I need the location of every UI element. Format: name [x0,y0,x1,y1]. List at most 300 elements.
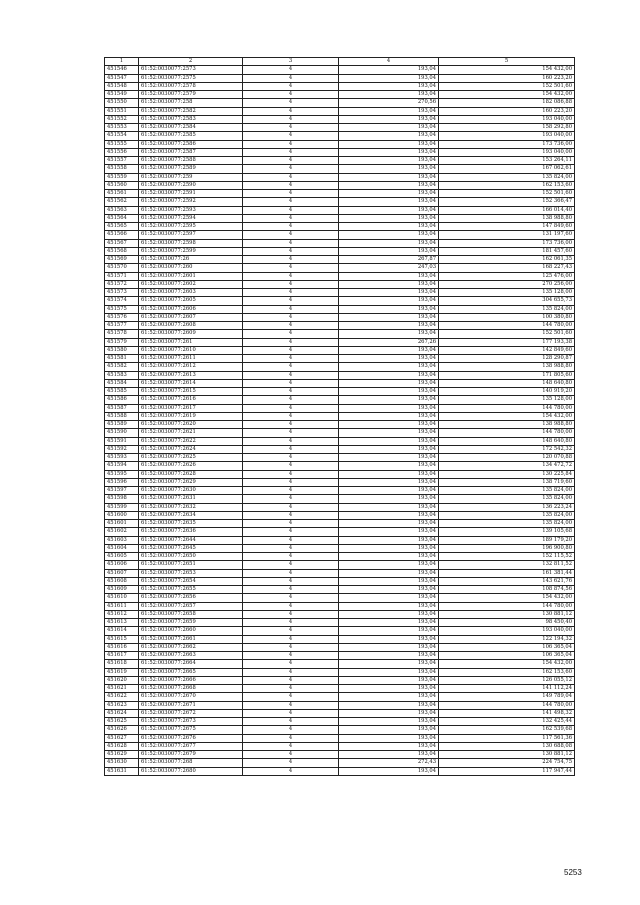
category-cell: 4 [243,619,339,627]
category-cell: 4 [243,577,339,585]
cadastral-number-cell: 61:52:0030077:2680 [139,767,243,775]
rate-cell: 193,04 [339,74,439,82]
table-row [105,148,575,156]
category-cell: 4 [243,363,339,371]
value-cell: 135 824,00 [439,487,575,495]
category-cell: 4 [243,181,339,189]
table-row [105,313,575,321]
cadastral-number-cell: 61:52:0030077:2626 [139,462,243,470]
category-cell: 4 [243,264,339,272]
row-number-cell: 451571 [105,272,139,280]
value-cell: 131 197,60 [439,231,575,239]
category-cell: 4 [243,701,339,709]
value-cell: 162 153,60 [439,181,575,189]
rate-cell: 193,04 [339,652,439,660]
row-number-cell: 451568 [105,247,139,255]
value-cell: 196 900,80 [439,544,575,552]
table-row [105,91,575,99]
rate-cell: 193,04 [339,643,439,651]
category-cell: 4 [243,388,339,396]
table-row [105,767,575,775]
cadastral-number-cell: 61:52:0030077:2651 [139,561,243,569]
category-cell: 4 [243,437,339,445]
value-cell: 224 754,75 [439,759,575,767]
category-cell: 4 [243,305,339,313]
cadastral-number-cell: 61:52:0030077:2655 [139,586,243,594]
rate-cell: 193,04 [339,718,439,726]
value-cell: 193 040,00 [439,148,575,156]
table-row [105,619,575,627]
rate-cell: 193,04 [339,165,439,173]
rate-cell: 193,04 [339,421,439,429]
value-cell: 153 264,11 [439,157,575,165]
cadastral-number-cell: 61:52:0030077:2607 [139,313,243,321]
category-cell: 4 [243,346,339,354]
column-header: 5 [439,58,575,66]
rate-cell: 193,04 [339,223,439,231]
table-row [105,676,575,684]
value-cell: 154 432,00 [439,594,575,602]
value-cell: 193 040,00 [439,115,575,123]
rate-cell: 193,04 [339,503,439,511]
table-row [105,247,575,255]
table-row [105,82,575,90]
value-cell: 141 112,24 [439,685,575,693]
row-number-cell: 451560 [105,181,139,189]
category-cell: 4 [243,198,339,206]
row-number-cell: 451567 [105,239,139,247]
category-cell: 4 [243,470,339,478]
cadastral-number-cell: 61:52:0030077:2645 [139,544,243,552]
rate-cell: 193,04 [339,330,439,338]
table-row [105,280,575,288]
value-cell: 135 128,00 [439,396,575,404]
rate-cell: 193,04 [339,272,439,280]
table-row [105,404,575,412]
table-row [105,289,575,297]
value-cell: 108 874,56 [439,586,575,594]
rate-cell: 193,04 [339,322,439,330]
row-number-cell: 451608 [105,577,139,585]
rate-cell: 193,04 [339,511,439,519]
table-row [105,355,575,363]
rate-cell: 193,04 [339,660,439,668]
cadastral-number-cell: 61:52:0030077:2625 [139,454,243,462]
row-number-cell: 451557 [105,157,139,165]
rate-cell: 193,04 [339,676,439,684]
cadastral-number-cell: 61:52:0030077:2588 [139,157,243,165]
table-row [105,445,575,453]
rate-cell: 193,04 [339,619,439,627]
table-row [105,569,575,577]
cadastral-number-cell: 61:52:0030077:2594 [139,214,243,222]
row-number-cell: 451564 [105,214,139,222]
cadastral-number-cell: 61:52:0030077:2615 [139,388,243,396]
rate-cell: 193,04 [339,396,439,404]
table-row [105,371,575,379]
value-cell: 161 381,44 [439,569,575,577]
row-number-cell: 451619 [105,668,139,676]
value-cell: 149 789,04 [439,693,575,701]
table-row [105,115,575,123]
row-number-cell: 451556 [105,148,139,156]
row-number-cell: 451558 [105,165,139,173]
table-row [105,470,575,478]
row-number-cell: 451581 [105,355,139,363]
cadastral-number-cell: 61:52:0030077:2613 [139,371,243,379]
page-number: 5253 [564,868,582,877]
category-cell: 4 [243,107,339,115]
cadastral-number-cell: 61:52:0030077:2610 [139,346,243,354]
cadastral-number-cell: 61:52:0030077:2661 [139,635,243,643]
category-cell: 4 [243,157,339,165]
table-row [105,363,575,371]
category-cell: 4 [243,693,339,701]
table-row [105,751,575,759]
rate-cell: 193,04 [339,709,439,717]
category-cell: 4 [243,536,339,544]
category-cell: 4 [243,322,339,330]
row-number-cell: 451587 [105,404,139,412]
row-number-cell: 451605 [105,553,139,561]
table-row [105,561,575,569]
row-number-cell: 451628 [105,742,139,750]
value-cell: 135 824,00 [439,495,575,503]
category-cell: 4 [243,66,339,74]
table-row [105,544,575,552]
rate-cell: 193,04 [339,280,439,288]
cadastral-number-cell: 61:52:0030077:2654 [139,577,243,585]
cadastral-number-cell: 61:52:0030077:2658 [139,610,243,618]
table-row [105,660,575,668]
cadastral-number-cell: 61:52:0030077:2662 [139,643,243,651]
rate-cell: 193,04 [339,751,439,759]
rate-cell: 193,04 [339,668,439,676]
row-number-cell: 451604 [105,544,139,552]
category-cell: 4 [243,635,339,643]
row-number-cell: 451573 [105,289,139,297]
category-cell: 4 [243,223,339,231]
value-cell: 168 227,43 [439,264,575,272]
table-row [105,726,575,734]
row-number-cell: 451622 [105,693,139,701]
row-number-cell: 451616 [105,643,139,651]
category-cell: 4 [243,115,339,123]
cadastral-number-cell: 61:52:0030077:268 [139,759,243,767]
value-cell: 172 542,32 [439,445,575,453]
rate-cell: 193,04 [339,478,439,486]
rate-cell: 193,04 [339,445,439,453]
category-cell: 4 [243,338,339,346]
value-cell: 122 194,32 [439,635,575,643]
row-number-cell: 451551 [105,107,139,115]
value-cell: 132 425,44 [439,718,575,726]
category-cell: 4 [243,289,339,297]
category-cell: 4 [243,487,339,495]
value-cell: 189 179,20 [439,536,575,544]
row-number-cell: 451563 [105,206,139,214]
rate-cell: 193,04 [339,627,439,635]
row-number-cell: 451546 [105,66,139,74]
table-row [105,132,575,140]
cadastral-number-cell: 61:52:0030077:2584 [139,124,243,132]
value-cell: 177 193,38 [439,338,575,346]
category-cell: 4 [243,751,339,759]
table-row [105,536,575,544]
row-number-cell: 451609 [105,586,139,594]
row-number-cell: 451621 [105,685,139,693]
cadastral-number-cell: 61:52:0030077:261 [139,338,243,346]
category-cell: 4 [243,404,339,412]
value-cell: 98 450,40 [439,619,575,627]
category-cell: 4 [243,553,339,561]
value-cell: 193 040,00 [439,627,575,635]
value-cell: 135 128,00 [439,289,575,297]
category-cell: 4 [243,454,339,462]
cadastral-number-cell: 61:52:0030077:2616 [139,396,243,404]
table-row [105,272,575,280]
cadastral-number-cell: 61:52:0030077:2587 [139,148,243,156]
table-row [105,520,575,528]
rate-cell: 193,04 [339,239,439,247]
cadastral-number-cell: 61:52:0030077:2672 [139,709,243,717]
cadastral-number-cell: 61:52:0030077:2617 [139,404,243,412]
cadastral-number-cell: 61:52:0030077:2605 [139,297,243,305]
rate-cell: 193,04 [339,767,439,775]
row-number-cell: 451549 [105,91,139,99]
value-cell: 154 432,00 [439,660,575,668]
table-row [105,322,575,330]
value-cell: 130 881,12 [439,610,575,618]
category-cell: 4 [243,767,339,775]
value-cell: 142 849,60 [439,346,575,354]
category-cell: 4 [243,412,339,420]
category-cell: 4 [243,371,339,379]
cadastral-number-cell: 61:52:0030077:2635 [139,520,243,528]
row-number-cell: 451554 [105,132,139,140]
row-number-cell: 451562 [105,198,139,206]
cadastral-number-cell: 61:52:0030077:2629 [139,478,243,486]
rate-cell: 267,26 [339,338,439,346]
category-cell: 4 [243,726,339,734]
cadastral-number-cell: 61:52:0030077:258 [139,99,243,107]
category-cell: 4 [243,247,339,255]
value-cell: 162 061,35 [439,256,575,264]
row-number-cell: 451576 [105,313,139,321]
table-row [105,602,575,610]
cadastral-number-cell: 61:52:0030077:2608 [139,322,243,330]
value-cell: 144 780,00 [439,701,575,709]
cadastral-number-cell: 61:52:0030077:2586 [139,140,243,148]
row-number-cell: 451584 [105,379,139,387]
row-number-cell: 451578 [105,330,139,338]
rate-cell: 193,04 [339,297,439,305]
value-cell: 135 824,00 [439,305,575,313]
cadastral-number-cell: 61:52:0030077:2601 [139,272,243,280]
value-cell: 138 988,80 [439,363,575,371]
value-cell: 144 780,00 [439,404,575,412]
category-cell: 4 [243,165,339,173]
table-row [105,388,575,396]
row-number-cell: 451627 [105,734,139,742]
row-number-cell: 451600 [105,511,139,519]
value-cell: 120 070,88 [439,454,575,462]
category-cell: 4 [243,602,339,610]
category-cell: 4 [243,676,339,684]
row-number-cell: 451583 [105,371,139,379]
category-cell: 4 [243,759,339,767]
cadastral-number-cell: 61:52:0030077:2664 [139,660,243,668]
rate-cell: 193,04 [339,181,439,189]
row-number-cell: 451593 [105,454,139,462]
row-number-cell: 451630 [105,759,139,767]
cadastral-number-cell: 61:52:0030077:2671 [139,701,243,709]
rate-cell: 193,04 [339,412,439,420]
category-cell: 4 [243,421,339,429]
cadastral-number-cell: 61:52:0030077:2675 [139,726,243,734]
rate-cell: 193,04 [339,602,439,610]
row-number-cell: 451589 [105,421,139,429]
rate-cell: 270,56 [339,99,439,107]
category-cell: 4 [243,478,339,486]
category-cell: 4 [243,610,339,618]
table-row [105,396,575,404]
category-cell: 4 [243,462,339,470]
cadastral-number-cell: 61:52:0030077:2653 [139,569,243,577]
rate-cell: 193,04 [339,107,439,115]
value-cell: 162 539,68 [439,726,575,734]
table-row [105,742,575,750]
category-cell: 4 [243,82,339,90]
category-cell: 4 [243,660,339,668]
value-cell: 135 824,00 [439,511,575,519]
value-cell: 141 498,32 [439,709,575,717]
value-cell: 106 365,04 [439,652,575,660]
rate-cell: 193,04 [339,305,439,313]
rate-cell: 193,04 [339,528,439,536]
rate-cell: 193,04 [339,454,439,462]
table-row [105,429,575,437]
rate-cell: 193,04 [339,115,439,123]
cadastral-number-cell: 61:52:0030077:2606 [139,305,243,313]
category-cell: 4 [243,190,339,198]
cadastral-number-cell: 61:52:0030077:2666 [139,676,243,684]
cadastral-number-cell: 61:52:0030077:2673 [139,718,243,726]
row-number-cell: 451547 [105,74,139,82]
value-cell: 162 153,60 [439,668,575,676]
table-row [105,124,575,132]
rate-cell: 193,04 [339,371,439,379]
rate-cell: 193,04 [339,487,439,495]
category-cell: 4 [243,74,339,82]
rate-cell: 193,04 [339,635,439,643]
row-number-cell: 451552 [105,115,139,123]
table-row [105,635,575,643]
row-number-cell: 451610 [105,594,139,602]
value-cell: 132 811,52 [439,561,575,569]
table-row [105,206,575,214]
category-cell: 4 [243,239,339,247]
table-header-row [105,58,575,66]
value-cell: 136 223,24 [439,503,575,511]
category-cell: 4 [243,511,339,519]
table-row [105,190,575,198]
category-cell: 4 [243,652,339,660]
rate-cell: 193,04 [339,388,439,396]
row-number-cell: 451629 [105,751,139,759]
value-cell: 181 457,60 [439,247,575,255]
row-number-cell: 451566 [105,231,139,239]
row-number-cell: 451592 [105,445,139,453]
table-row [105,610,575,618]
rate-cell: 193,04 [339,701,439,709]
category-cell: 4 [243,586,339,594]
category-cell: 4 [243,148,339,156]
cadastral-number-cell: 61:52:0030077:2670 [139,693,243,701]
cadastral-number-cell: 61:52:0030077:2628 [139,470,243,478]
cadastral-number-cell: 61:52:0030077:2659 [139,619,243,627]
cadastral-number-cell: 61:52:0030077:2595 [139,223,243,231]
cadastral-number-cell: 61:52:0030077:2620 [139,421,243,429]
cadastral-number-cell: 61:52:0030077:2676 [139,734,243,742]
cadastral-number-cell: 61:52:0030077:2602 [139,280,243,288]
table-row [105,256,575,264]
rate-cell: 193,04 [339,470,439,478]
rate-cell: 193,04 [339,363,439,371]
table-body [105,66,575,776]
rate-cell: 193,04 [339,82,439,90]
table-row [105,718,575,726]
table-row [105,66,575,74]
rate-cell: 267,87 [339,256,439,264]
table-row [105,734,575,742]
value-cell: 135 824,00 [439,173,575,181]
value-cell: 144 780,00 [439,322,575,330]
table-row [105,511,575,519]
cadastral-number-cell: 61:52:0030077:2656 [139,594,243,602]
table-row [105,693,575,701]
cadastral-number-cell: 61:52:0030077:26 [139,256,243,264]
rate-cell: 193,04 [339,685,439,693]
table-row [105,231,575,239]
rate-cell: 193,04 [339,462,439,470]
table-row [105,264,575,272]
row-number-cell: 451617 [105,652,139,660]
row-number-cell: 451607 [105,569,139,577]
row-number-cell: 451623 [105,701,139,709]
table-row [105,346,575,354]
table-row [105,74,575,82]
category-cell: 4 [243,668,339,676]
table-row [105,297,575,305]
row-number-cell: 451596 [105,478,139,486]
cadastral-number-cell: 61:52:0030077:2612 [139,363,243,371]
cadastral-number-cell: 61:52:0030077:2679 [139,751,243,759]
table-row [105,198,575,206]
category-cell: 4 [243,173,339,181]
value-cell: 173 736,00 [439,239,575,247]
rate-cell: 193,04 [339,124,439,132]
table-row [105,157,575,165]
row-number-cell: 451570 [105,264,139,272]
rate-cell: 193,04 [339,148,439,156]
rate-cell: 193,04 [339,214,439,222]
row-number-cell: 451614 [105,627,139,635]
table-row [105,528,575,536]
cadastral-number-cell: 61:52:0030077:2663 [139,652,243,660]
value-cell: 148 640,80 [439,379,575,387]
category-cell: 4 [243,99,339,107]
